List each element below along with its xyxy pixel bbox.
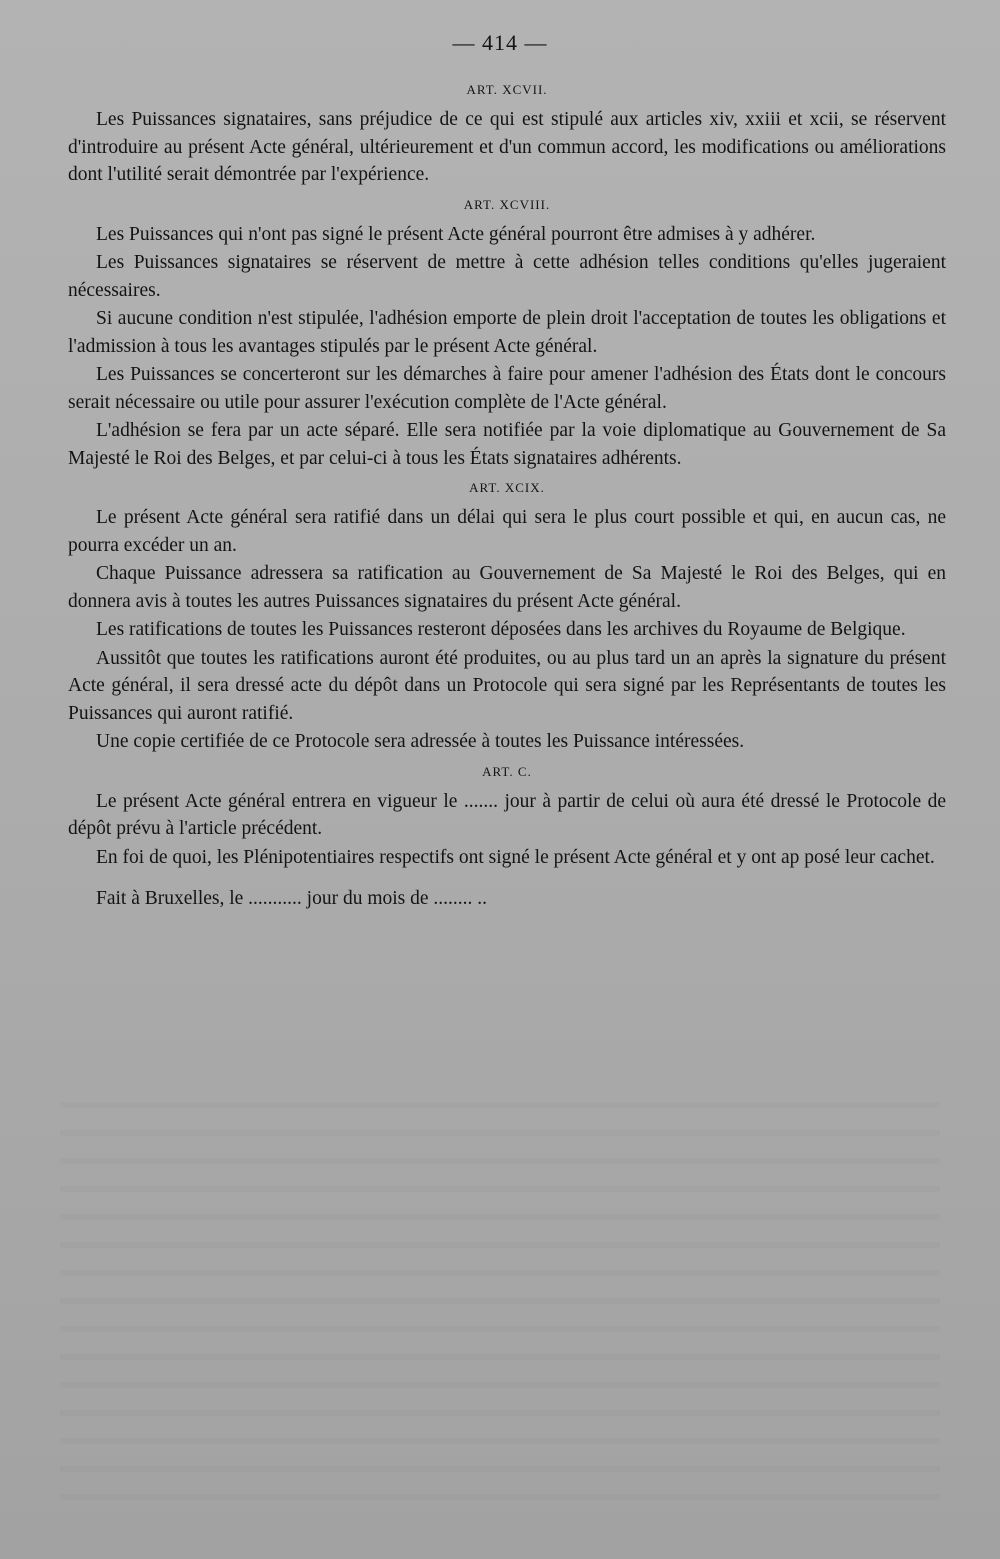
paragraph: Le présent Acte général entrera en vigueur le ....... jour à partir de celui où aura été dressé le Protocole de dépôt prévu à l'article précédent. [68,790,946,839]
paragraph: Chaque Puissance adressera sa ratification au Gouvernement de Sa Majesté le Roi des Belges, qui en donnera avis à toutes les autres Puissances signataires du présent Acte général. [68,563,946,612]
article-xcviii [68,195,946,473]
document-body [68,74,946,914]
paragraph: Les Puissances se concerteront sur les démarches à faire pour amener l'adhésion des États dont le concours serait nécessaire ou utile pour assurer l'exécution complète de l'Acte général. [68,364,946,413]
paragraph: Les ratifications de toutes les Puissances resteront déposées dans les archives du Royaume de Belgique. [96,619,906,640]
paragraph: Les Puissances qui n'ont pas signé le présent Acte général pourront être admises à y adhérer. [96,223,816,245]
paragraph: Aussitôt que toutes les ratifications auront été produites, ou au plus tard un an après la signature du présent Acte général, il sera dressé acte du dépôt dans un Protocole qui sera signé par les Représentants de toutes les Puissances qui auront ratifié. [68,647,946,724]
page-number: — 414 — [452,30,548,55]
paragraph: Les Puissances signataires se réservent de mettre à cette adhésion telles conditions qu'elles jugeraient nécessaires. [68,252,946,301]
paragraph: Une copie certifiée de ce Protocole sera adressée à toutes les Puissance intéressées. [96,731,745,752]
article-title: ART. XCVII. [466,82,548,97]
paragraph: L'adhésion se fera par un acte séparé. Elle sera notifiée par la voie diplomatique au Gouvernement de Sa Majesté le Roi des Belges, et par celui-ci à tous les États signataires adhérents. [68,420,946,469]
paragraph: En foi de quoi, les Plénipotentiaires respectifs ont signé le présent Acte général et y ont ap posé leur cachet. [96,846,935,868]
bleed-through-texture [60,1080,940,1520]
article-xcvii [68,80,946,189]
article-xcix [68,478,946,756]
signing-line: Fait à Bruxelles, le ........... jour du mois de ........ .. [96,888,488,909]
paragraph: Les Puissances signataires, sans préjudice de ce qui est stipulé aux articles xiv, xxiii et xcii, se réservent d'introduire au présent Acte général, ultérieurement et d'un commun accord, les modifications ou améliorations dont l'utilité serait démontrée par l'expérience. [68,109,946,185]
paragraph: Le présent Acte général sera ratifié dans un délai qui sera le plus court possible et qui, en aucun cas, ne pourra excéder un an. [68,507,946,556]
article-title: ART. C. [482,763,532,779]
paragraph: Si aucune condition n'est stipulée, l'adhésion emporte de plein droit l'acceptation de toutes les obligations et l'admission à tous les avantages stipulés par le présent Acte général. [68,308,946,357]
article-title: ART. XCIX. [469,480,545,495]
article-title: ART. XCVIII. [463,196,551,212]
article-c [68,762,946,913]
